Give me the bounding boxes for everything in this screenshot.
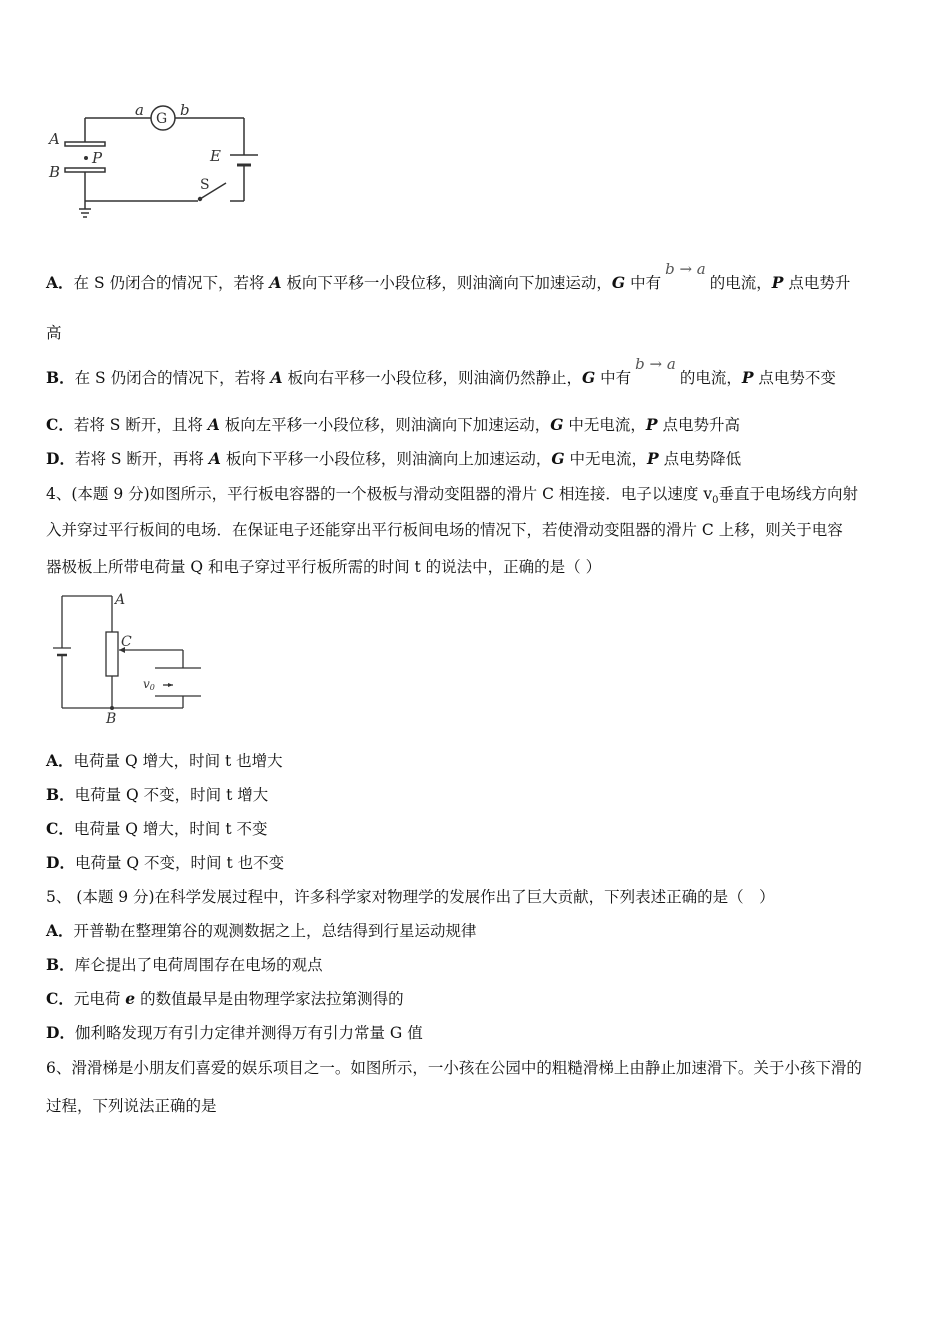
rheostat-capacitor-circuit-figure [45,588,215,728]
q4-stem-line1: 4、(本题 9 分)如图所示，平行板电容器的一个极板与滑动变阻器的滑片 C 相连接．电子以速度 $v_0$垂直于电场线方向射 [46,485,858,507]
q4-option-b: B．电荷量 Q 不变，时间 t 增大 [46,785,269,804]
q5-option-c: C．元电荷 e 的数值最早是由物理学家法拉第测得的 [46,989,404,1008]
q3-option-a-wrap: 高 [46,324,62,342]
q5-option-b: B．库仑提出了电荷周围存在电场的观点 [46,955,323,974]
q4-stem-line2: 入并穿过平行板间的电场．在保证电子还能穿出平行板间电场的情况下，若使滑动变阻器的滑片 C 上移，则关于电容 [46,521,843,539]
q3-option-d: D．若将 S 断开，再将 A 板向下平移一小段位移，则油滴向上加速运动，G 中无电流，P 点电势降低 [46,449,742,468]
label-v0: v0 [143,677,155,692]
q4-option-d: D．电荷量 Q 不变，时间 t 也不变 [46,853,285,872]
q3-option-b: B．在 S 仍闭合的情况下，若将 A 板向右平移一小段位移，则油滴仍然静止，G 中有b → a的电流，P 点电势不变 [46,355,836,387]
label-plate-a: A [49,130,60,148]
q4-option-c: C．电荷量 Q 增大，时间 t 不变 [46,819,268,838]
label-c: C [121,634,132,650]
label-a: A [115,592,126,608]
label-b: B [106,711,117,727]
capacitor-galvanometer-circuit-figure [40,95,270,230]
q6-stem-line1: 6、滑滑梯是小朋友们喜爱的娱乐项目之一。如图所示，一小孩在公园中的粗糙滑梯上由静止加速滑下。关于小孩下滑的 [46,1059,862,1077]
q5-stem: 5、 (本题 9 分)在科学发展过程中，许多科学家对物理学的发展作出了巨大贡献，下列表述正确的是（ ） [46,888,775,906]
label-galvanometer: G [156,111,168,127]
label-a: a [135,101,144,119]
label-point-p: P [92,149,103,167]
q4-option-a: A．电荷量 Q 增大，时间 t 也增大 [46,751,283,770]
q4-stem-line3: 器极板上所带电荷量 Q 和电子穿过平行板所需的时间 t 的说法中，正确的是（ ） [46,558,602,576]
label-switch-s: S [200,177,210,193]
q3-option-c: C．若将 S 断开，且将 A 板向左平移一小段位移，则油滴向下加速运动，G 中无电流，P 点电势升高 [46,415,740,434]
label-battery-e: E [210,147,221,165]
q5-option-a: A．开普勒在整理第谷的观测数据之上，总结得到行星运动规律 [46,921,477,940]
q5-option-d: D．伽利略发现万有引力定律并测得万有引力常量 G 值 [46,1023,423,1042]
b-to-a-arrow-label: b → a [665,260,706,278]
q6-stem-line2: 过程，下列说法正确的是 [46,1097,217,1115]
label-b: b [180,101,190,119]
b-to-a-arrow-label: b → a [635,355,676,373]
q3-option-a: A．在 S 仍闭合的情况下，若将 A 板向下平移一小段位移，则油滴向下加速运动，G 中有b → a的电流，P 点电势升 [46,260,851,292]
label-plate-b: B [49,163,61,181]
